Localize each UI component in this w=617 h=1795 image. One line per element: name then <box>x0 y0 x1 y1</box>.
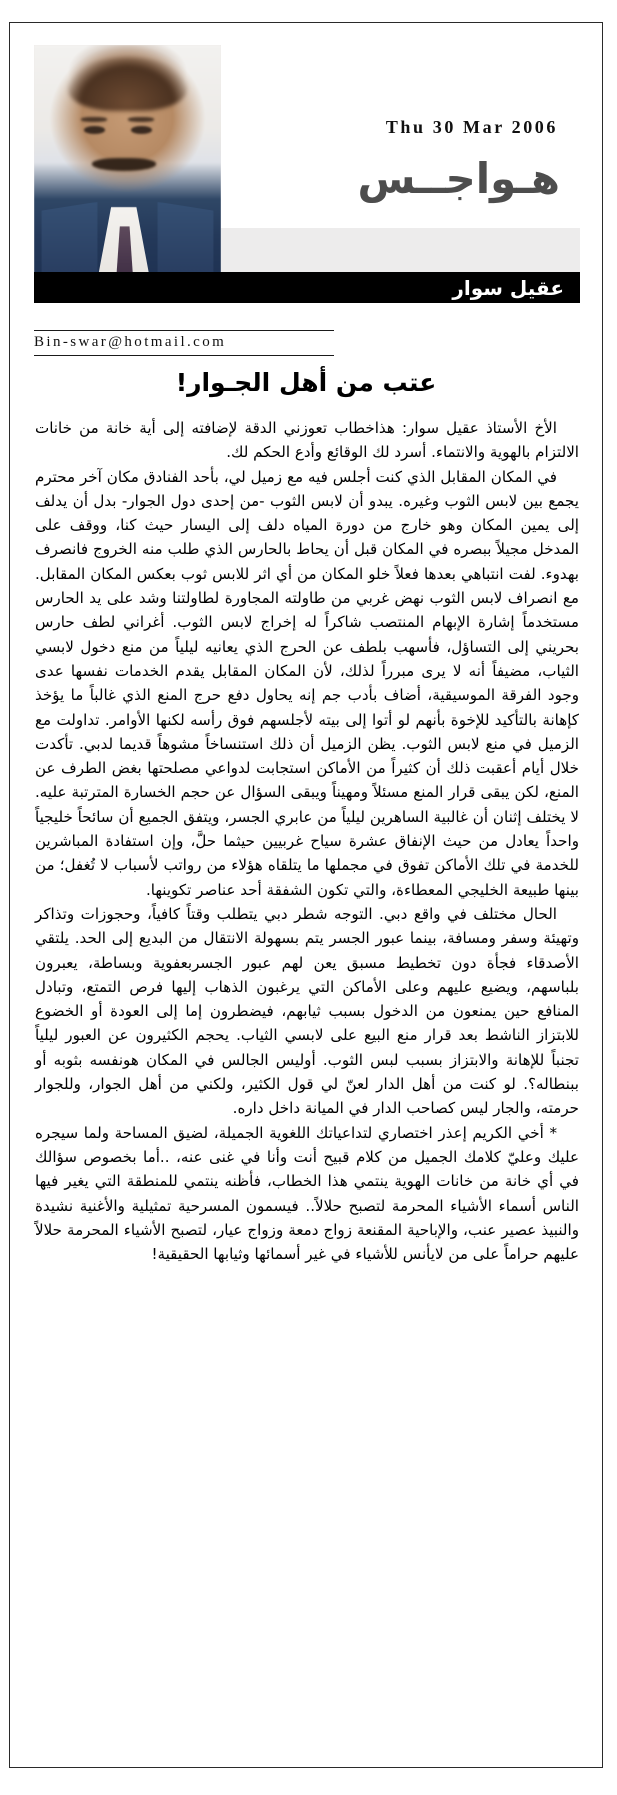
author-photo <box>34 45 221 290</box>
article-paragraph-closing: * أخي الكريم إعذر اختصاري لتداعياتك اللغوية الجميلة، لضيق المساحة ولما سيجره عليك وعليّ كلامك الجميل من كلام قبيح أنت وأنا في غنى عنه، ..أما بخصوص سؤالك في أي خانة من خانات الهوية ينتمي هذا الخطاب، فأظنه ينتمي للمنطقة التي يغير فيها الناس أسماء الأشياء المحرمة لتصبح حلالاً.. فيسمون المسرحية تمثيلية والأغنية نشيدة والنبيذ عصير عنب، والإباحية المقنعة زواج دمعة وزواج عيار، لتصبح الأشياء المحرمة حلالاً عليهم حراماً على من لايأنس للأشياء في غير أسمائها وثيابها الحقيقية! <box>35 1123 579 1264</box>
article-paragraph: الحال مختلف في واقع دبي. التوجه شطر دبي يتطلب وقتاً كافياً، وحجوزات وتذاكر وتهيئة وسفر ومسافة، بينما عبور الجسر يتم بسهولة الانتقال من البديع إلى الحد. يلتقي الأصدقاء فجأة دون تخطيط مسبق يعن لهم عبور الجسربعفوية وبساطة، يعبرون بلباسهم، ويضيع عليهم وعلى الأماكن التي يرغبون الذهاب إليها فرص التمتع، وتبادل المنافع حين يمنعون من الدخول بسبب ثيابهم، فيضطرون إما إلى العودة أو الخضوع للابتزاز الناشط بعد قرار منع البيع على لابسي الثياب. يحجم الكثيرون عن العبور ليلياً تجنباً للإهانة والابتزاز بسبب لبس الثوب. أوليس الجالس في المكان هونفسه بثوبه أو ببنطاله؟. لو كنت من أهل الدار لعنّ لي قول الكثير، ولكني من أهل الجوار، وللجوار حرمته، والجار ليس كصاحب الدار في الميانة داخل داره. <box>35 904 579 1118</box>
portrait-brow-left <box>81 117 107 122</box>
portrait-moustache <box>92 158 156 171</box>
article-headline: عتب من أهل الجـوار! <box>175 368 437 397</box>
byline-bar <box>34 272 580 303</box>
column-title: هـواجــس <box>357 154 560 203</box>
author-email[interactable]: Bin-swar@hotmail.com <box>34 334 227 350</box>
article-paragraph: الأخ الأستاذ عقيل سوار: هذاخطاب تعوزني الدقة لإضافته إلى أية خانة من خانات الالتزام بالهوية والانتماء. أسرد لك الوقائع وأدع الحكم لك. <box>35 419 579 462</box>
portrait-hair <box>68 57 188 111</box>
masthead-grey-band <box>221 228 580 272</box>
portrait-eye-right <box>131 126 152 134</box>
article-paragraph: في المكان المقابل الذي كنت أجلس فيه مع زميل لي، بأحد الفنادق مكان آخر محترم يجمع بين لابس الثوب وغيره. يبدو أن لابس الثوب -من إحدى دول الجوار- بدل أن يدلف إلى يمين المكان وهو خارج من دورة المياه دلف إلى اليسار حيث كنا، ووقف على المدخل مجيلاً ببصره في المكان قبل أن يحاط بالحارس الذي طلب منه الخروج فانصرف بهدوء. لفت انتباهي بعدها فعلاً خلو المكان من أي اثر للابس ثوب بعكس المكان المقابل. مع انصراف لابس الثوب نهض غربي من طاولته المجاورة لطاولتنا وشد على يد الحارس مستخدماً إشارة الإبهام المنتصب شاكراً له إخراج لابس الثوب. أغراني لطف حارس بحريني إلى التساؤل، فأسهب بلطف عن الحرج الذي يعانيه ليلياً من منع دخول لابسي الثياب، مضيفاً أنه لا يرى مبرراً لذلك، لأن المكان المقابل يقدم الخدمات نفسها عدى وجود الفرقة الموسيقية، أضاف بأدب جم إنه يحاول دفع حرج المنع الذي غالباً ما يؤخذ كإهانة بالتأكيد للإخوة بأنهم لو أتوا إلى بيته لأجلسهم فوق رأسه لكنها الأوامر. تداولت مع الزميل في منع لابس الثوب. يظن الزميل أن ذلك استنساخاً مشوهاً قديما لدبي. تأكدت خلال أيام أعقبت ذلك أن كثيراً من الأماكن استجابت لدواعي مصلحتها بغض الطرف عن المنع، لكن يبقى قرار المنع مسئلاً ومهيناً ويبقى السؤال عن حجم الخسارة المترتبة عليه. لا يختلف إثنان أن غالبية الساهرين ليلياً من عابري الجسر، ويتفق الجميع أن سائحاً خليجياً واحداً يعادل من حيث الإنفاق عشرة سياح غربيين حيثما حلَّ، وإن استفادة المباشرين للخدمة في تلك الأماكن تفوق في مجملها ما يتلقاه هؤلاء من رواتب لأسباب لا تُغفل؛ من بينها طبيعة الخليجي المعطاءة، والتي تكون الشفقة أحد عناصر تكوينها. <box>35 467 579 899</box>
portrait-brow-right <box>128 117 154 122</box>
author-name: عقيل سوار <box>452 276 564 300</box>
portrait-eye-left <box>84 126 105 134</box>
contact-email-block <box>34 330 334 356</box>
masthead <box>10 23 602 313</box>
newspaper-page-frame <box>9 22 603 1768</box>
article-body <box>35 416 579 1266</box>
publication-date: Thu 30 Mar 2006 <box>385 117 558 137</box>
